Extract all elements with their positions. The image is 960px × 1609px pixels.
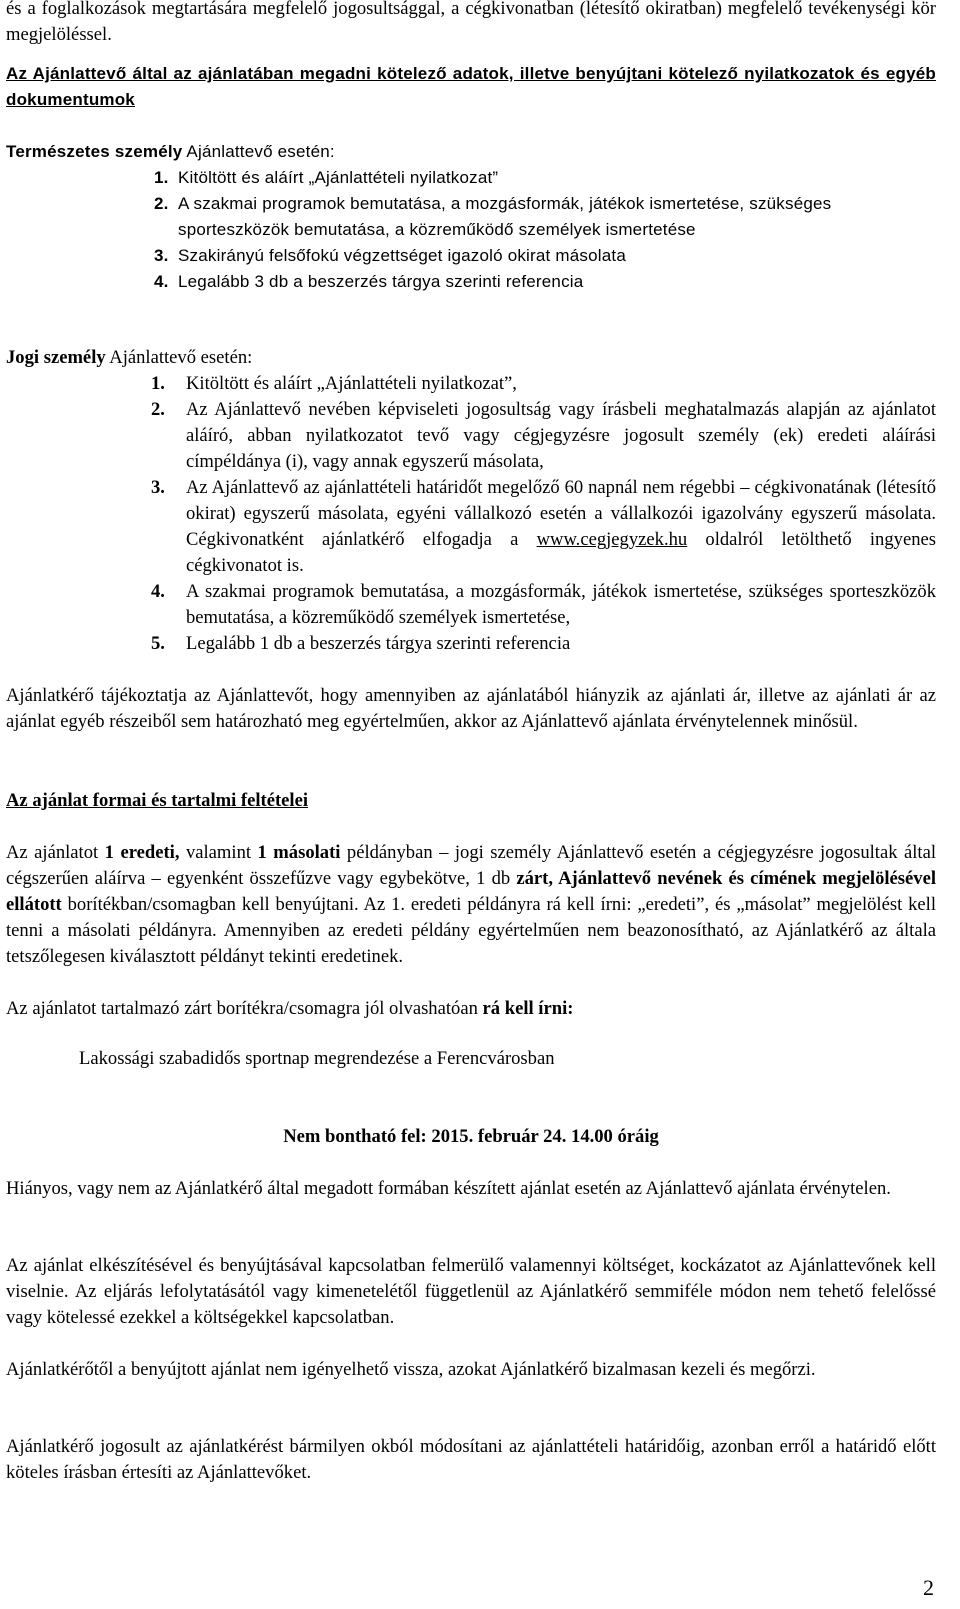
list-number: 3. (151, 477, 165, 498)
legal-person-label (6, 345, 252, 371)
page-number: 2 (923, 1575, 934, 1600)
cegjegyzek-link[interactable]: www.cegjegyzek.hu (536, 529, 688, 550)
list-item (6, 191, 936, 243)
legal-person-label-rest: Ajánlattevő esetén: (105, 347, 253, 368)
do-not-open-notice: Nem bontható fel: 2015. február 24. 14.00 óráig (283, 1126, 659, 1147)
natural-person-label-bold: Természetes személy (6, 142, 183, 161)
list-text: Legalább 1 db a beszerzés tárgya szerinti referencia (186, 633, 571, 654)
natural-person-label-rest: Ajánlattevő esetén: (182, 142, 335, 161)
list-number: 2. (151, 399, 165, 420)
list-text: Szakirányú felsőfokú végzettséget igazoló okirat másolata (178, 246, 626, 265)
text-run-bold: rá kell írni: (482, 998, 574, 1019)
required-documents-heading: Az Ajánlattevő által az ajánlatában megadni kötelező adatok, illetve benyújtani kötelező nyilatkozatok és egyéb dokumentumok (6, 64, 936, 109)
list-item (6, 243, 936, 269)
envelope-title: Lakossági szabadidős sportnap megrendezése a Ferencvárosban (79, 1048, 555, 1069)
envelope-instruction (6, 996, 573, 1022)
formal-conditions-paragraph (6, 840, 936, 970)
modification-paragraph: Ajánlatkérő jogosult az ajánlatkérést bármilyen okból módosítani az ajánlattételi határidőig, azonban erről a határidő előtt köteles írásban értesíti az Ajánlattevőket. (6, 1436, 936, 1483)
list-item (6, 397, 936, 475)
legal-person-label-bold: Jogi személy (6, 347, 106, 368)
formal-conditions-heading: Az ajánlat formai és tartalmi feltételei (6, 790, 309, 811)
natural-person-label (6, 139, 335, 165)
costs-paragraph: Az ajánlat elkészítésével és benyújtásával kapcsolatban felmerülő valamennyi költséget, kockázatot az Ajánlattevőnek kell viselnie. Az eljárás lefolytatásától vagy kimenetelétől függetlenül az Ajánlatkérő semmiféle módon nem tehető felelőssé vagy kötelessé ezekkel a költségekkel kapcsolatban. (6, 1255, 936, 1328)
price-notice: Ajánlatkérő tájékoztatja az Ajánlattevőt, hogy amennyiben az ajánlatából hiányzik az ajánlati ár, illetve az ajánlati ár az ajánlat egyéb részeiből sem határozható meg egyértelműen, akkor az Ajánlattevő ajánlata érvénytelennek minősül. (6, 685, 936, 732)
invalid-offer-paragraph: Hiányos, vagy nem az Ajánlatkérő által megadott formában készített ajánlat esetén az Ajánlattevő ajánlata érvénytelen. (6, 1178, 891, 1199)
list-item (6, 269, 936, 295)
list-text: Az Ajánlattevő nevében képviseleti jogosultság vagy írásbeli meghatalmazás alapján az ajánlatot aláíró, abban nyilatkozatot tevő vagy cégjegyzésre jogosult személy (ek) eredeti aláírási címpéldánya (i), vagy annak egyszerű másolata, (186, 399, 936, 472)
list-item (6, 631, 936, 657)
text-run: valamint (179, 842, 258, 863)
list-number: 5. (151, 633, 165, 654)
text-run-bold: zárt, Ajánlattevő nevének és címének megjelölésével ellátott (6, 868, 936, 915)
intro-continuation: és a foglalkozások megtartására megfelelő jogosultsággal, a cégkivonatban (létesítő okiratban) megfelelő tevékenységi kör megjelöléssel. (6, 0, 936, 45)
legal-person-list (6, 371, 936, 657)
list-number: 1. (154, 168, 169, 187)
list-text: oldalról letölthető ingyenes cégkivonatot is. (186, 529, 936, 576)
text-run: Az ajánlatot (6, 842, 105, 863)
list-text: Kitöltött és aláírt „Ajánlattételi nyilatkozat” (178, 168, 499, 187)
list-number: 2. (154, 194, 169, 213)
text-run: borítékban/csomagban kell benyújtani. Az 1. eredeti példányra rá kell írni: „eredeti”, és „másolat” megjelölést kell tenni a másolati példányra. Amennyiben az eredeti példány egyértelműen nem beazonosítható, az Ajánlatkérő az általa tetszőlegesen kiválasztott példányt tekinti eredetinek. (6, 894, 936, 967)
text-run-bold: 1 másolati (257, 842, 341, 863)
list-item (6, 371, 936, 397)
list-number: 3. (154, 246, 169, 265)
list-number: 4. (151, 581, 165, 602)
list-text: Az Ajánlattevő az ajánlattételi határidőt megelőző 60 napnál nem régebbi – cégkivonatának (létesítő okirat) egyszerű másolata, egyéni vállalkozó esetén a vállalkozói igazolvány egyszerű másolata. Cégkivonatként ajánlatkérő elfogadja a (186, 477, 936, 550)
text-run: Az ajánlatot tartalmazó zárt borítékra/csomagra jól olvashatóan (6, 998, 483, 1019)
list-item (6, 165, 936, 191)
no-return-paragraph: Ajánlatkérőtől a benyújtott ajánlat nem igényelhető vissza, azokat Ajánlatkérő bizalmasan kezeli és megőrzi. (6, 1359, 816, 1380)
list-number: 1. (151, 373, 165, 394)
list-text: Legalább 3 db a beszerzés tárgya szerinti referencia (178, 272, 584, 291)
list-number: 4. (154, 272, 169, 291)
text-run: példányban – jogi személy Ajánlattevő esetén a cégjegyzésre jogosultak által cégszerűen aláírva – egyenként összefűzve vagy egybekötve, 1 db (6, 842, 937, 889)
list-text: A szakmai programok bemutatása, a mozgásformák, játékok ismertetése, szükséges sporteszközök bemutatása, a közreműködő személyek ismertetése (178, 194, 832, 239)
list-text: Kitöltött és aláírt „Ajánlattételi nyilatkozat”, (186, 373, 517, 394)
list-text: A szakmai programok bemutatása, a mozgásformák, játékok ismertetése, szükséges sporteszközök bemutatása, a közreműködő személyek ismertetése, (186, 581, 936, 628)
list-item (6, 475, 936, 579)
natural-person-list (6, 165, 936, 295)
text-run-bold: 1 eredeti, (104, 842, 180, 863)
list-item (6, 579, 936, 631)
